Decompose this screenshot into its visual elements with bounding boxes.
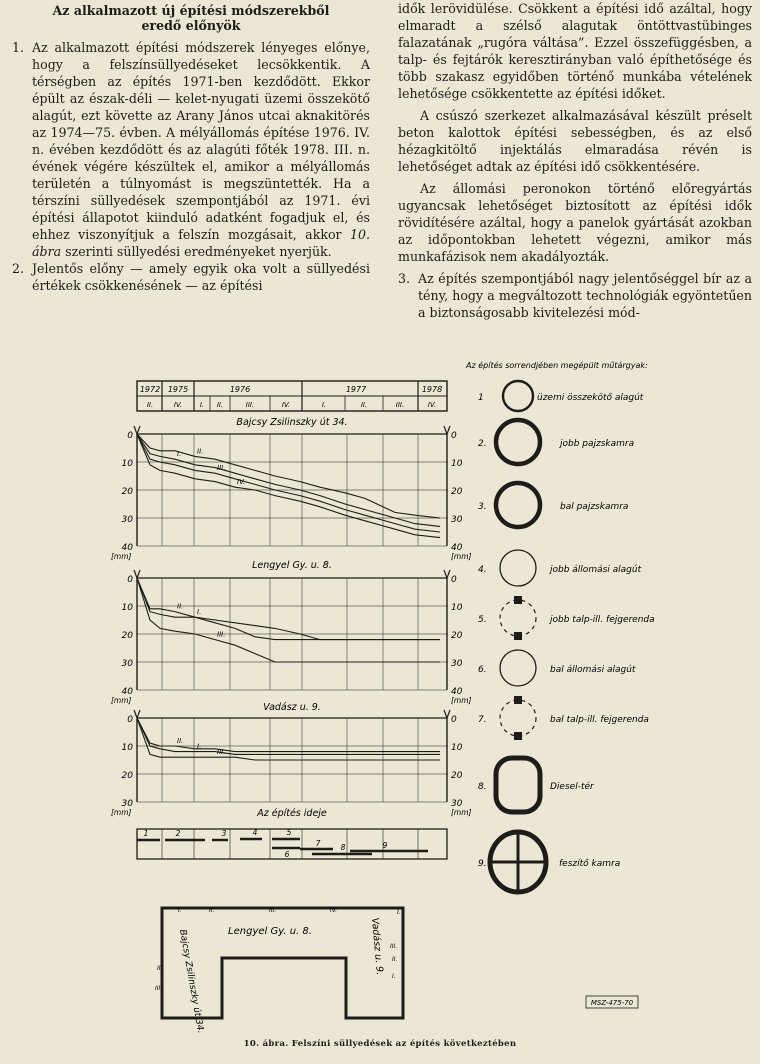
quarter-label: III. (395, 401, 405, 409)
legend-label: bal talp-ill. fejgerenda (550, 715, 649, 725)
unit-label-left: [mm] (111, 552, 132, 561)
measurement-mark: II. (209, 907, 215, 914)
tick-label-right: 40 (451, 543, 463, 553)
quarter-label: IV. (281, 401, 291, 409)
curve-label: I. (197, 608, 202, 617)
phase-label: 7 (315, 839, 321, 848)
street-label-right: Vadász u. 9. (369, 917, 385, 976)
legend-label: Diesel-tér (550, 782, 594, 792)
stamp (586, 996, 638, 1008)
tick-label-left: 0 (127, 575, 133, 585)
settlement-panels (111, 417, 472, 817)
legend-label: jobb talp-ill. fejgerenda (550, 615, 655, 625)
curve-label: II. (197, 447, 204, 456)
shield-chamber-icon (496, 420, 540, 464)
unit-label-left: [mm] (111, 696, 132, 705)
figure-caption: 10. ábra. Felszíni süllyedések az építés következtében (243, 1039, 517, 1049)
paragraph-text: Az alkalmazott építési módszerek lényeges előnye, hogy a felszínsüllyedéseket lecsökkentik. A térségben az építés 1971-ben kezdődött. Ekkor épült az észak-déli — kelet-nyugati üzemi összekötő alagút, ezt követte az Arany János utcai aknakitörés az 1974—75. évben. A mélyállomás építése 1976. IV. n. évében kezdődött és az alagúti főték 1978. III. n. évének végére készültek el, amikor a mélyállomás területén a túlnyomást is megszüntették. Ha a térszíni süllyedések szempontjából az 1971. évi építési állapotot kiinduló adatként fogadjuk el, és ehhez viszonyítjuk a felszín mozgásait, akkor (32, 40, 370, 242)
legend-label: bal állomási alagút (550, 665, 636, 675)
tick-label-right: 10 (451, 603, 463, 613)
phases-title: Az építés ideje (257, 808, 327, 819)
settlement-curve (137, 434, 440, 532)
unit-label-right: [mm] (451, 696, 472, 705)
tick-label-left: 30 (121, 659, 133, 669)
heading-line-1: Az alkalmazott új építési módszerekből (52, 3, 330, 18)
diesel-chamber-icon (496, 758, 540, 812)
tick-label-left: 20 (121, 487, 133, 497)
year-label: 1976 (229, 385, 251, 394)
axis-arrow (134, 570, 140, 578)
legend-item-6 (478, 650, 636, 686)
tick-label-right: 20 (451, 631, 463, 641)
legend-number: 9. (478, 859, 487, 869)
phase-label: 3 (221, 829, 227, 838)
tick-label-left: 40 (121, 543, 133, 553)
measurement-mark: I. (392, 973, 396, 980)
foot-beam-icon (514, 732, 522, 740)
settlement-curve (137, 578, 440, 662)
phase-label: 5 (286, 828, 292, 837)
tick-label-right: 10 (451, 459, 463, 469)
quarter-label: IV. (427, 401, 437, 409)
phase-label: 4 (252, 828, 258, 837)
quarter-label: II. (216, 401, 224, 409)
paragraph-text: Az építés szempontjából nagy jelentőséggel bír az a tény, hogy a megváltozott technológiák egyöntetűen a biztonságosabb kivitelezési mód- (418, 271, 752, 320)
paragraph-text: szerinti süllyedési eredményeket nyerjük. (65, 244, 332, 259)
phase-label: 1 (143, 829, 149, 838)
measurement-mark: III. (269, 907, 277, 914)
tick-label-right: 20 (451, 487, 463, 497)
legend-number: 4. (478, 565, 487, 575)
settlement-curve (137, 434, 440, 538)
legend-number: 1 (478, 393, 484, 403)
legend-number: 5. (478, 615, 487, 625)
tick-label-left: 0 (127, 715, 133, 725)
tick-label-right: 0 (451, 575, 457, 585)
curve-label: IV. (237, 478, 246, 487)
phase-label: 9 (382, 841, 388, 850)
list-number: 3. (398, 271, 411, 286)
head-beam-icon (514, 696, 522, 704)
tick-label-left: 20 (121, 631, 133, 641)
tick-label-left: 10 (121, 459, 133, 469)
unit-label-left: [mm] (111, 808, 132, 817)
tick-label-left: 0 (127, 431, 133, 441)
phase-label: 2 (175, 829, 181, 838)
structures-legend (465, 360, 655, 892)
settlement-panel-1 (111, 417, 472, 561)
year-label: 1975 (167, 385, 189, 394)
heading-line-2: eredő előnyök (141, 18, 241, 33)
stamp-text: MSZ-475-70 (590, 999, 634, 1007)
axis-arrow (444, 710, 450, 718)
curve-label: III. (217, 748, 226, 757)
tick-label-left: 10 (121, 743, 133, 753)
curve-label: II. (177, 602, 184, 611)
tick-label-left: 30 (121, 799, 133, 809)
curve-label: I. (177, 450, 182, 459)
measurement-mark: III. (155, 985, 163, 992)
quarter-label: I. (199, 401, 205, 409)
settlement-panel-2 (111, 560, 472, 705)
tick-label-left: 10 (121, 603, 133, 613)
phase-label: 8 (340, 843, 346, 852)
shield-chamber-icon (496, 483, 540, 527)
beam-ring-icon (500, 600, 536, 636)
legend-item-9 (478, 832, 620, 892)
year-label: 1972 (139, 385, 161, 394)
tick-label-right: 0 (451, 715, 457, 725)
site-plan (155, 907, 403, 1034)
legend-number: 6. (478, 665, 487, 675)
legend-item-4 (478, 550, 642, 586)
tick-label-right: 30 (451, 799, 463, 809)
beam-ring-icon (500, 700, 536, 736)
legend-number: 2. (478, 439, 487, 449)
legend-title: Az építés sorrendjében megépült műtárgyak: (466, 361, 648, 370)
measurement-mark: III. (390, 943, 398, 950)
street-label-left: Bajcsy Zsilinszky út 34. (177, 928, 206, 1035)
unit-label-right: [mm] (451, 552, 472, 561)
panel-title: Vadász u. 9. (263, 702, 321, 713)
list-number: 1. (12, 40, 25, 55)
tick-label-right: 40 (451, 687, 463, 697)
phase-label: 6 (284, 850, 290, 859)
measurement-mark: I. (397, 909, 401, 916)
axis-arrow (134, 710, 140, 718)
measurement-mark: IV. (330, 907, 338, 914)
figure-reference: 10. ábra (32, 227, 370, 259)
legend-label: jobb pajzskamra (560, 439, 635, 449)
axis-arrow (444, 426, 450, 434)
axis-arrow (444, 570, 450, 578)
legend-number: 7. (478, 715, 487, 725)
year-label: 1978 (421, 385, 443, 394)
tick-label-right: 10 (451, 743, 463, 753)
phases-frame (137, 829, 447, 859)
legend-number: 3. (478, 502, 487, 512)
timeline-header (137, 381, 447, 411)
legend-label: üzemi összekötő alagút (537, 393, 644, 403)
quarter-label: II. (360, 401, 368, 409)
street-label-top: Lengyel Gy. u. 8. (228, 926, 312, 937)
list-number: 2. (12, 261, 25, 276)
legend-item-7 (478, 696, 649, 740)
tick-label-right: 0 (451, 431, 457, 441)
tick-label-left: 20 (121, 771, 133, 781)
legend-number: 8. (478, 782, 487, 792)
unit-label-right: [mm] (451, 808, 472, 817)
axis-arrow (134, 426, 140, 434)
tunnel-ring-icon (503, 381, 533, 411)
construction-phases (137, 808, 447, 859)
tick-label-left: 30 (121, 515, 133, 525)
paragraph-3: Az állomási peronokon történő előregyártás ugyancsak lehetőséget biztosított az építési idők rövidítésére azáltal, hogy a panelok gyártását azokban az időpontokban lehetett végezni, amikor más munkafázisok nem akadályozták. (398, 181, 752, 264)
station-tunnel-icon (500, 650, 536, 686)
foot-beam-icon (514, 632, 522, 640)
legend-label: bal pajzskamra (560, 502, 629, 512)
settlement-curve (137, 434, 440, 518)
paragraph-2: A csúszó szerkezet alkalmazásával készült préselt beton kalottok építési sebességben, és az első hézagkitöltő injektálás elmaradása révén is lehetőséget adtak az építési idő csökkentésére. (398, 108, 752, 174)
legend-label: feszítő kamra (559, 859, 621, 869)
paragraph-text: Jelentős előny — amely egyik oka volt a süllyedési értékek csökkenésének — az építési (32, 261, 370, 293)
quarter-label: I. (321, 401, 327, 409)
quarter-label: II. (146, 401, 154, 409)
panel-title: Lengyel Gy. u. 8. (252, 560, 332, 571)
panel-title: Bajcsy Zsilinszky út 34. (236, 417, 348, 428)
legend-item-8 (478, 758, 595, 812)
legend-item-1 (478, 381, 644, 411)
year-label: 1977 (345, 385, 367, 394)
quarter-label: III. (245, 401, 255, 409)
paragraph-1: idők lerövidülése. Csökkent a építési idő azáltal, hogy elmaradt a szélső alagutak öntöttvastübinges falazatának „rugóra váltása”. Ezzel összefüggésben, a talp- és fejtárók keresztirányban való építhetősége és több szakasz egyidőben történő munkába vételének lehetősége csökkentette az építési időket. (398, 1, 752, 101)
curve-label: II. (177, 737, 184, 745)
measurement-mark: II. (157, 965, 163, 972)
tick-label-right: 30 (451, 659, 463, 669)
legend-item-3 (478, 483, 628, 527)
tick-label-left: 40 (121, 687, 133, 697)
quarter-label: IV. (173, 401, 183, 409)
settlement-curve (137, 718, 440, 752)
curve-label: III. (217, 464, 226, 473)
settlement-panel-3 (111, 702, 472, 817)
legend-item-2 (478, 420, 634, 464)
head-beam-icon (514, 596, 522, 604)
tick-label-right: 20 (451, 771, 463, 781)
tick-label-right: 30 (451, 515, 463, 525)
legend-item-5 (478, 596, 655, 640)
measurement-mark: II. (392, 956, 398, 963)
station-tunnel-icon (500, 550, 536, 586)
curve-label: III. (217, 630, 226, 639)
measurement-mark: I. (178, 907, 182, 914)
legend-label: jobb állomási alagút (550, 565, 642, 575)
curve-label: I. (197, 742, 202, 751)
